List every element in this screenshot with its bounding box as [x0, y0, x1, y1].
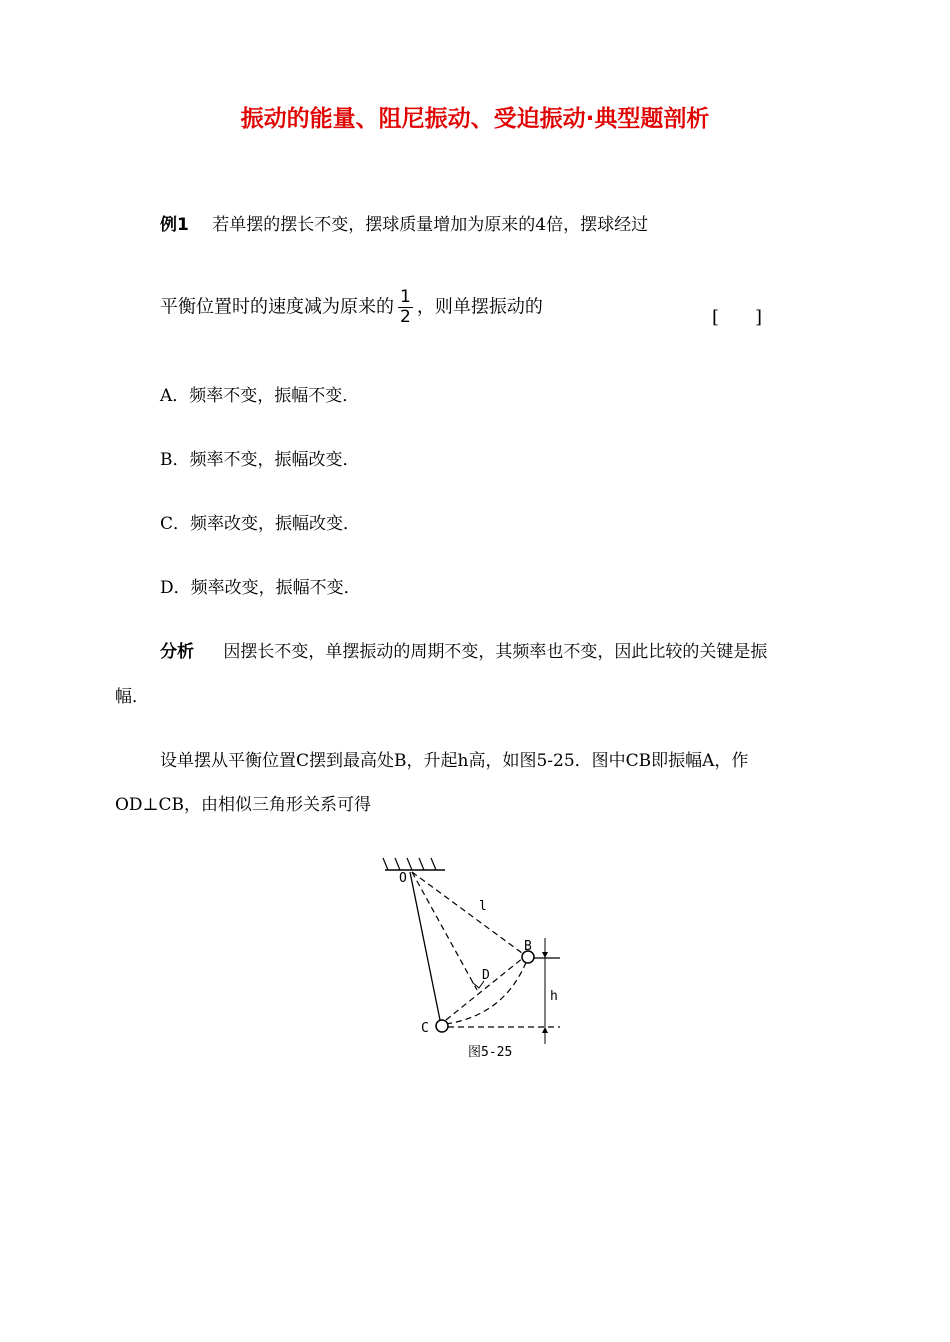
- analysis-para2-line-2: OD⊥CB，由相似三角形关系可得: [115, 795, 372, 815]
- fraction-denominator: 2: [400, 307, 411, 327]
- page-title: 振动的能量、阻尼振动、受迫振动·典型题剖析: [240, 106, 710, 132]
- fraction: [398, 288, 413, 327]
- answer-bracket: [ ]: [712, 307, 763, 328]
- example-label: 例1: [160, 215, 189, 235]
- analysis-para2-line-1: 设单摆从平衡位置C摆到最高处B，升起h高，如图5-25．图中CB即振幅A，作: [160, 751, 749, 771]
- label-l: l: [479, 899, 487, 914]
- option-c: C．频率改变，振幅改变．: [160, 514, 361, 534]
- analysis-label: 分析: [160, 642, 194, 662]
- pendulum-string-oc: [410, 872, 440, 1020]
- example-line-2: [160, 288, 543, 327]
- analysis-text-1: 因摆长不变，单摆振动的周期不变，其频率也不变，因此比较的关键是振: [223, 642, 768, 662]
- bob-c: [436, 1020, 448, 1032]
- example-text-2a: 平衡位置时的速度减为原来的: [160, 296, 394, 318]
- example-line-1: [160, 210, 648, 235]
- option-a: A．频率不变，振幅不变．: [160, 386, 360, 406]
- label-d: D: [482, 968, 490, 983]
- label-o: O: [399, 871, 407, 886]
- example-text-2b: ，则单摆振动的: [416, 296, 543, 318]
- h-arrowhead-top: [542, 952, 548, 958]
- label-h: h: [550, 989, 558, 1004]
- h-arrowhead-bottom: [542, 1027, 548, 1033]
- analysis-line-1: [160, 637, 767, 662]
- example-text-1: 若单摆的摆长不变，摆球质量增加为原来的4倍，摆球经过: [212, 215, 649, 235]
- pendulum-string-ob: [412, 872, 522, 953]
- option-d: D．频率改变，振幅不变．: [160, 578, 361, 598]
- analysis-line-2: 幅．: [115, 687, 149, 707]
- label-b: B: [524, 939, 532, 954]
- option-b: B．频率不变，振幅改变．: [160, 450, 360, 470]
- fraction-numerator: 1: [400, 287, 411, 307]
- pendulum-diagram: [380, 850, 590, 1065]
- label-c: C: [421, 1021, 429, 1036]
- figure-caption: 图5-25: [468, 1045, 513, 1060]
- ceiling-hatch: [383, 858, 436, 870]
